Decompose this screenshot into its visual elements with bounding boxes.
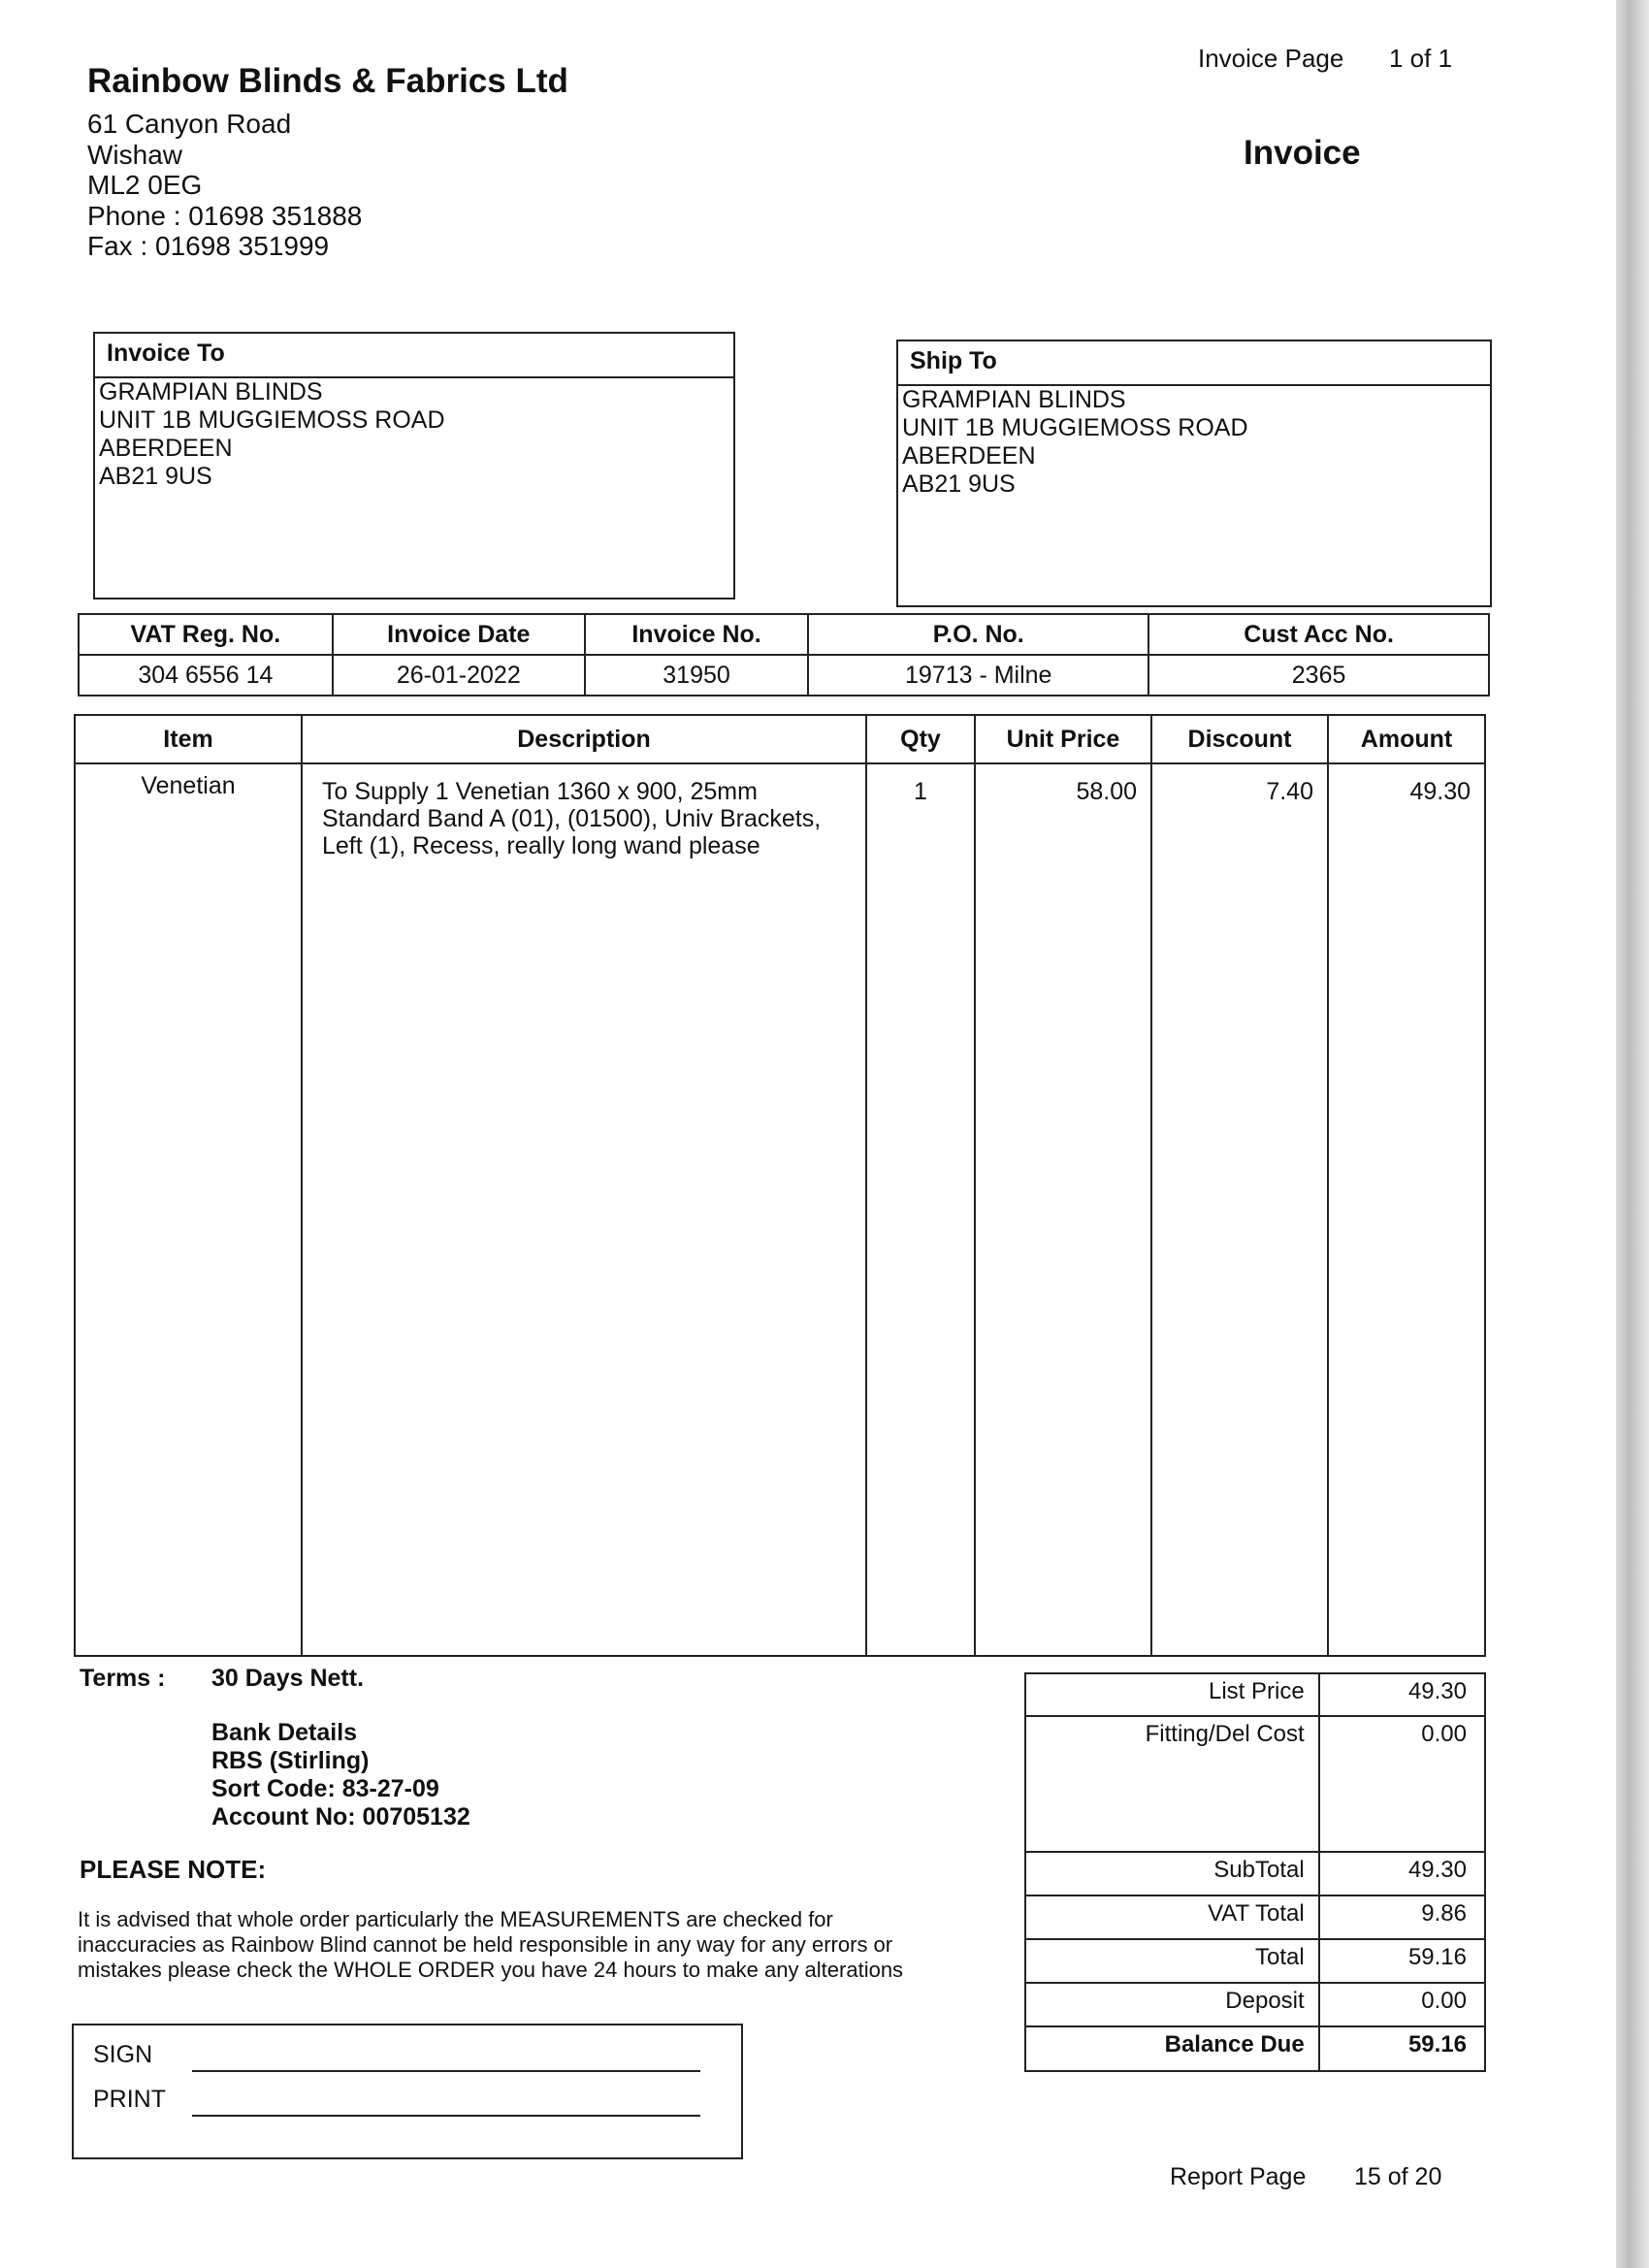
description-line: Left (1), Recess, really long wand please xyxy=(322,832,760,859)
subtotal-value: 49.30 xyxy=(1319,1852,1485,1895)
note-line: mistakes please check the WHOLE ORDER you have 24 hours to make any alterations xyxy=(78,1958,904,1982)
note-line: It is advised that whole order particularly the MEASUREMENTS are checked for xyxy=(78,1907,833,1931)
address-line: GRAMPIAN BLINDS xyxy=(902,386,1126,413)
item-cell: Venetian xyxy=(75,763,302,1656)
invoice-date-header: Invoice Date xyxy=(333,614,585,655)
cust-acc-value: 2365 xyxy=(1148,655,1489,696)
address-line: ML2 0EG xyxy=(87,170,203,200)
balance-row xyxy=(1025,2026,1485,2071)
address-line: 61 Canyon Road xyxy=(87,109,292,139)
invoice-to-address xyxy=(95,378,733,491)
description-line: Standard Band A (01), (01500), Univ Brackets, xyxy=(322,805,822,832)
invoice-to-heading: Invoice To xyxy=(95,334,733,378)
vat-label: VAT Total xyxy=(1025,1895,1319,1939)
print-line[interactable] xyxy=(192,2115,700,2117)
list-price-value: 49.30 xyxy=(1319,1673,1485,1716)
deposit-row xyxy=(1025,1983,1485,2026)
address-line: AB21 9US xyxy=(99,463,212,490)
description-header: Description xyxy=(302,715,866,763)
deposit-label: Deposit xyxy=(1025,1983,1319,2026)
invoice-page-number: 1 of 1 xyxy=(1389,44,1453,73)
vat-reg-header: VAT Reg. No. xyxy=(79,614,333,655)
signature-box xyxy=(72,2024,743,2159)
subtotal-row xyxy=(1025,1852,1485,1895)
unit-price-cell: 58.00 xyxy=(975,763,1151,1656)
scan-edge xyxy=(1616,0,1649,2268)
bank-name: RBS (Stirling) xyxy=(211,1747,370,1774)
table-row xyxy=(75,763,1485,1656)
print-label: PRINT xyxy=(93,2086,166,2113)
total-row xyxy=(1025,1939,1485,1983)
items-header-row xyxy=(75,715,1485,763)
address-line: UNIT 1B MUGGIEMOSS ROAD xyxy=(902,414,1248,441)
document-title: Invoice xyxy=(1244,134,1361,172)
amount-header: Amount xyxy=(1328,715,1485,763)
subtotal-label: SubTotal xyxy=(1025,1852,1319,1895)
invoice-number-header: Invoice No. xyxy=(585,614,808,655)
qty-cell: 1 xyxy=(866,763,975,1656)
invoice-to-box xyxy=(93,332,735,599)
fitting-label: Fitting/Del Cost xyxy=(1025,1716,1319,1852)
total-label: Total xyxy=(1025,1939,1319,1983)
vat-reg-value: 304 6556 14 xyxy=(79,655,333,696)
invoice-number-value: 31950 xyxy=(585,655,808,696)
sort-code: Sort Code: 83-27-09 xyxy=(211,1775,439,1802)
description-line: To Supply 1 Venetian 1360 x 900, 25mm xyxy=(322,778,758,805)
po-number-value: 19713 - Milne xyxy=(808,655,1148,696)
total-value: 59.16 xyxy=(1319,1939,1485,1983)
info-header-row xyxy=(79,614,1489,655)
company-name: Rainbow Blinds & Fabrics Ltd xyxy=(87,62,568,100)
cust-acc-header: Cust Acc No. xyxy=(1148,614,1489,655)
terms-value: 30 Days Nett. xyxy=(211,1665,365,1692)
line-items-table xyxy=(74,714,1486,1657)
ship-to-address xyxy=(898,386,1490,499)
po-number-header: P.O. No. xyxy=(808,614,1148,655)
address-line: GRAMPIAN BLINDS xyxy=(99,378,323,405)
invoice-date-value: 26-01-2022 xyxy=(333,655,585,696)
discount-header: Discount xyxy=(1151,715,1328,763)
sign-line[interactable] xyxy=(192,2070,700,2072)
deposit-value: 0.00 xyxy=(1319,1983,1485,2026)
item-header: Item xyxy=(75,715,302,763)
unit-price-header: Unit Price xyxy=(975,715,1151,763)
report-page-label: Report Page xyxy=(1170,2163,1307,2190)
fax-line: Fax : 01698 351999 xyxy=(87,231,330,261)
account-number: Account No: 00705132 xyxy=(211,1803,470,1831)
totals-table xyxy=(1024,1672,1486,2072)
invoice-page-label: Invoice Page xyxy=(1198,44,1344,73)
vat-row xyxy=(1025,1895,1485,1939)
address-line: ABERDEEN xyxy=(902,442,1036,470)
discount-cell: 7.40 xyxy=(1151,763,1328,1656)
address-line: AB21 9US xyxy=(902,470,1016,498)
balance-label: Balance Due xyxy=(1025,2026,1319,2071)
vat-value: 9.86 xyxy=(1319,1895,1485,1939)
bank-details-heading: Bank Details xyxy=(211,1719,358,1746)
ship-to-heading: Ship To xyxy=(898,341,1490,386)
note-text xyxy=(78,1907,970,1983)
description-cell xyxy=(302,763,866,1656)
address-line: Wishaw xyxy=(87,139,183,170)
info-value-row xyxy=(79,655,1489,696)
company-address xyxy=(87,109,362,262)
note-line: inaccuracies as Rainbow Blind cannot be held responsible in any way for any errors or xyxy=(78,1932,893,1957)
ship-to-box xyxy=(896,340,1492,607)
sign-label: SIGN xyxy=(93,2041,153,2068)
fitting-row xyxy=(1025,1716,1485,1852)
list-price-row xyxy=(1025,1673,1485,1716)
note-title: PLEASE NOTE: xyxy=(80,1855,267,1884)
address-line: UNIT 1B MUGGIEMOSS ROAD xyxy=(99,406,445,434)
balance-value: 59.16 xyxy=(1319,2026,1485,2071)
fitting-value: 0.00 xyxy=(1319,1716,1485,1852)
report-page-number: 15 of 20 xyxy=(1354,2163,1442,2190)
amount-cell: 49.30 xyxy=(1328,763,1485,1656)
qty-header: Qty xyxy=(866,715,975,763)
terms-label: Terms : xyxy=(80,1665,166,1692)
address-line: ABERDEEN xyxy=(99,435,233,462)
invoice-info-table xyxy=(78,613,1490,697)
list-price-label: List Price xyxy=(1025,1673,1319,1716)
phone-line: Phone : 01698 351888 xyxy=(87,200,363,231)
bank-details xyxy=(211,1719,470,1831)
